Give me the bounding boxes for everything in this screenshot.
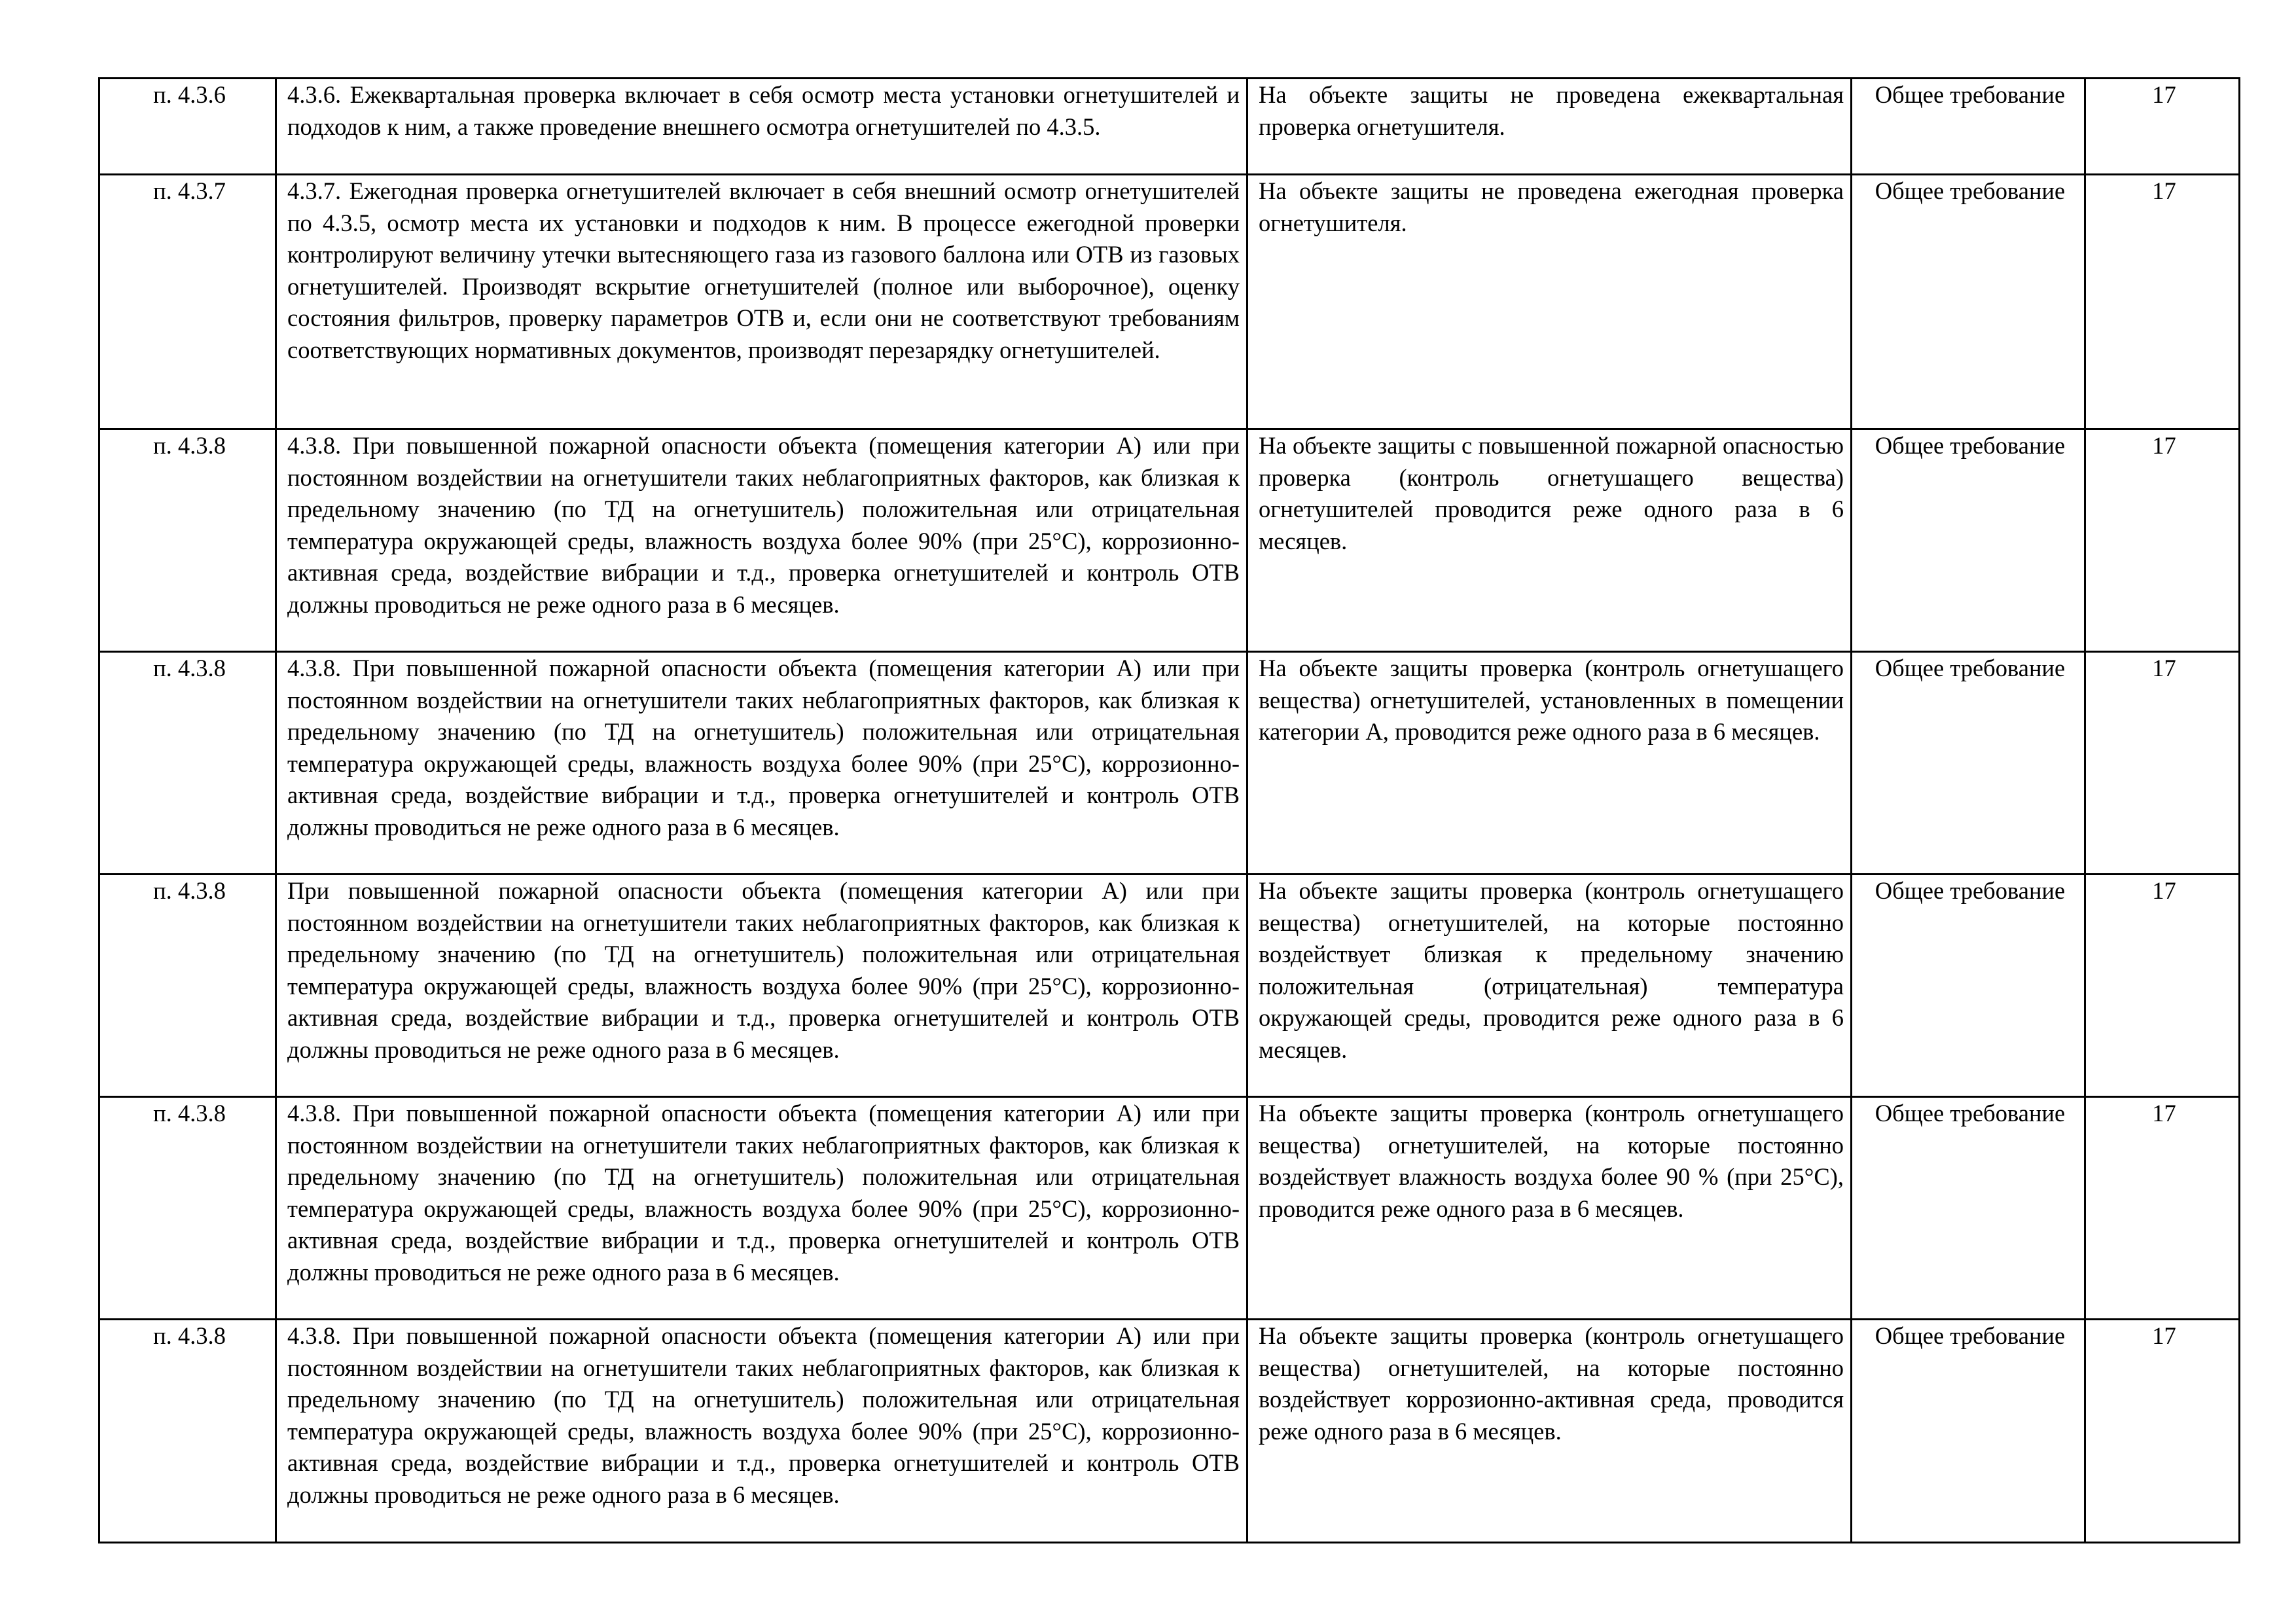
requirement-text: 4.3.8. При повышенной пожарной опасности объекта (помещения категории А) или при постоянном воздействии на огнетушители таких неблагоприятных факторов, как близкая к предельному значению (по ТД на огнетушитель) положительная или отрицательная температура окружающей среды, влажность воздуха более 90% (при 25°С), коррозионно-активная среда, воздействие вибрации и т.д., проверка огнетушителей и контроль ОТВ должны проводиться не реже одного раза в 6 месяцев. xyxy=(276,1320,1247,1543)
clause-reference: п. 4.3.8 xyxy=(99,652,276,875)
violation-description: На объекте защиты с повышенной пожарной опасностью проверка (контроль огнетушащего вещества) огнетушителей проводится реже одного раза в 6 месяцев. xyxy=(1247,429,1852,652)
requirement-text: 4.3.7. Ежегодная проверка огнетушителей включает в себя внешний осмотр огнетушителей по 4.3.5, осмотр места их установки и подходов к ним. В процессе ежегодной проверки контролируют величину утечки вытесняющего газа из газового баллона или ОТВ из газовых огнетушителей. Производят вскрытие огнетушителей (полное или выборочное), оценку состояния фильтров, проверку параметров ОТВ и, если они не соответствуют требованиям соответствующих нормативных документов, производят перезарядку огнетушителей. xyxy=(276,175,1247,429)
row-number: 17 xyxy=(2085,175,2240,429)
table-row xyxy=(99,429,2240,652)
requirement-type: Общее требование xyxy=(1852,1097,2085,1320)
row-number: 17 xyxy=(2085,1097,2240,1320)
row-number: 17 xyxy=(2085,652,2240,875)
clause-reference: п. 4.3.8 xyxy=(99,875,276,1097)
row-number: 17 xyxy=(2085,79,2240,175)
requirement-text: 4.3.8. При повышенной пожарной опасности объекта (помещения категории А) или при постоянном воздействии на огнетушители таких неблагоприятных факторов, как близкая к предельному значению (по ТД на огнетушитель) положительная или отрицательная температура окружающей среды, влажность воздуха более 90% (при 25°С), коррозионно-активная среда, воздействие вибрации и т.д., проверка огнетушителей и контроль ОТВ должны проводиться не реже одного раза в 6 месяцев. xyxy=(276,429,1247,652)
clause-reference: п. 4.3.8 xyxy=(99,1097,276,1320)
document-page xyxy=(98,77,2238,1543)
table-row xyxy=(99,175,2240,429)
clause-reference: п. 4.3.8 xyxy=(99,429,276,652)
table-row xyxy=(99,652,2240,875)
clause-reference: п. 4.3.6 xyxy=(99,79,276,175)
violation-description: На объекте защиты проверка (контроль огнетушащего вещества) огнетушителей, на которые постоянно воздействует коррозионно-активная среда, проводится реже одного раза в 6 месяцев. xyxy=(1247,1320,1852,1543)
requirement-text: 4.3.8. При повышенной пожарной опасности объекта (помещения категории А) или при постоянном воздействии на огнетушители таких неблагоприятных факторов, как близкая к предельному значению (по ТД на огнетушитель) положительная или отрицательная температура окружающей среды, влажность воздуха более 90% (при 25°С), коррозионно-активная среда, воздействие вибрации и т.д., проверка огнетушителей и контроль ОТВ должны проводиться не реже одного раза в 6 месяцев. xyxy=(276,652,1247,875)
row-number: 17 xyxy=(2085,875,2240,1097)
requirement-text: 4.3.8. При повышенной пожарной опасности объекта (помещения категории А) или при постоянном воздействии на огнетушители таких неблагоприятных факторов, как близкая к предельному значению (по ТД на огнетушитель) положительная или отрицательная температура окружающей среды, влажность воздуха более 90% (при 25°С), коррозионно-активная среда, воздействие вибрации и т.д., проверка огнетушителей и контроль ОТВ должны проводиться не реже одного раза в 6 месяцев. xyxy=(276,1097,1247,1320)
table-row xyxy=(99,1097,2240,1320)
requirement-text: При повышенной пожарной опасности объекта (помещения категории А) или при постоянном воздействии на огнетушители таких неблагоприятных факторов, как близкая к предельному значению (по ТД на огнетушитель) положительная или отрицательная температура окружающей среды, влажность воздуха более 90% (при 25°С), коррозионно-активная среда, воздействие вибрации и т.д., проверка огнетушителей и контроль ОТВ должны проводиться не реже одного раза в 6 месяцев. xyxy=(276,875,1247,1097)
clause-reference: п. 4.3.7 xyxy=(99,175,276,429)
requirement-text: 4.3.6. Ежеквартальная проверка включает в себя осмотр места установки огнетушителей и подходов к ним, а также проведение внешнего осмотра огнетушителей по 4.3.5. xyxy=(276,79,1247,175)
requirement-type: Общее требование xyxy=(1852,875,2085,1097)
violation-description: На объекте защиты проверка (контроль огнетушащего вещества) огнетушителей, на которые постоянно воздействует близкая к предельному значению положительная (отрицательная) температура окружающей среды, проводится реже одного раза в 6 месяцев. xyxy=(1247,875,1852,1097)
requirement-type: Общее требование xyxy=(1852,429,2085,652)
table-row xyxy=(99,875,2240,1097)
violation-description: На объекте защиты проверка (контроль огнетушащего вещества) огнетушителей, установленных в помещении категории А, проводится реже одного раза в 6 месяцев. xyxy=(1247,652,1852,875)
violation-description: На объекте защиты не проведена ежеквартальная проверка огнетушителя. xyxy=(1247,79,1852,175)
violation-description: На объекте защиты не проведена ежегодная проверка огнетушителя. xyxy=(1247,175,1852,429)
table-row xyxy=(99,1320,2240,1543)
clause-reference: п. 4.3.8 xyxy=(99,1320,276,1543)
row-number: 17 xyxy=(2085,429,2240,652)
requirement-type: Общее требование xyxy=(1852,175,2085,429)
requirement-type: Общее требование xyxy=(1852,652,2085,875)
requirement-type: Общее требование xyxy=(1852,79,2085,175)
requirements-table xyxy=(98,77,2240,1543)
violation-description: На объекте защиты проверка (контроль огнетушащего вещества) огнетушителей, на которые постоянно воздействует влажность воздуха более 90 % (при 25°С), проводится реже одного раза в 6 месяцев. xyxy=(1247,1097,1852,1320)
table-row xyxy=(99,79,2240,175)
requirement-type: Общее требование xyxy=(1852,1320,2085,1543)
row-number: 17 xyxy=(2085,1320,2240,1543)
